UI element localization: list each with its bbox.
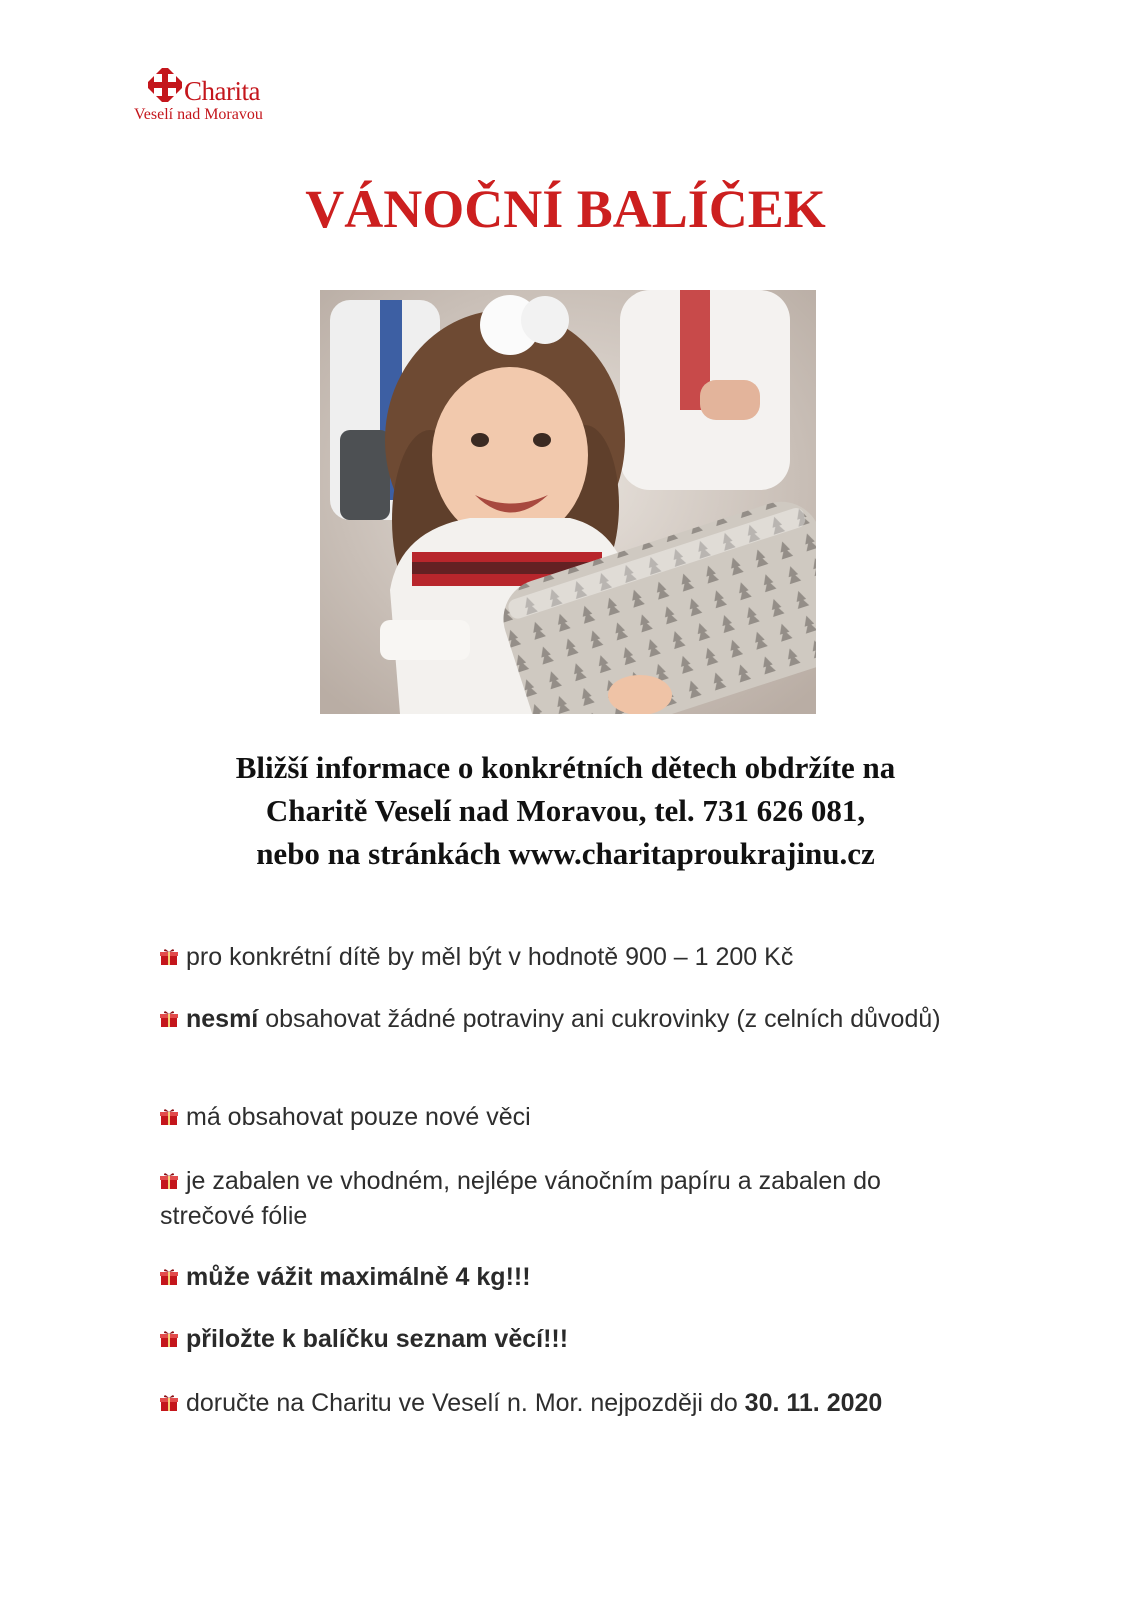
gift-icon xyxy=(160,948,178,966)
gift-icon xyxy=(160,1172,178,1190)
info-line: Charitě Veselí nad Moravou, tel. 731 626 081, xyxy=(265,793,866,828)
bullet-bold: nesmí xyxy=(186,1005,259,1033)
gift-icon xyxy=(160,1010,178,1028)
child-with-gift-photo xyxy=(320,290,816,714)
info-line: nebo na stránkách www.charitaproukrajinu.cz xyxy=(256,836,875,871)
list-item-new-items xyxy=(160,1100,980,1135)
bullet-text: je zabalen ve vhodném, nejlépe vánočním papíru a zabalen do strečové fólie xyxy=(160,1167,881,1230)
delivery-date: 30. 11. 2020 xyxy=(744,1389,883,1417)
bullet-text: má obsahovat pouze nové věci xyxy=(186,1103,531,1131)
bullet-text: pro konkrétní dítě by měl být v hodnotě 900 – 1 200 Kč xyxy=(186,943,794,971)
gift-icon xyxy=(160,1268,178,1286)
bullet-bold: může vážit maximálně 4 kg!!! xyxy=(186,1263,531,1291)
bullet-bold: přiložte k balíčku seznam věcí!!! xyxy=(186,1325,569,1353)
list-item-item-list xyxy=(160,1322,980,1357)
list-item-delivery xyxy=(160,1386,980,1421)
gift-icon xyxy=(160,1330,178,1348)
bullet-text: doručte na Charitu ve Veselí n. Mor. nejpozději do xyxy=(186,1389,745,1417)
list-item-weight xyxy=(160,1260,980,1295)
logo-subtitle: Veselí nad Moravou xyxy=(134,106,263,123)
charita-logo xyxy=(134,64,294,128)
list-item-wrapping xyxy=(160,1164,980,1234)
charita-cross-icon xyxy=(148,68,182,102)
bullet-text: obsahovat žádné potraviny ani cukrovinky (z celních důvodů) xyxy=(258,1005,941,1033)
gift-icon xyxy=(160,1108,178,1126)
info-line: Bližší informace o konkrétních dětech obdržíte na xyxy=(235,750,896,785)
gift-icon xyxy=(160,1394,178,1412)
page-title: VÁNOČNÍ BALÍČEK xyxy=(305,179,826,239)
list-item-value xyxy=(160,940,980,975)
info-block xyxy=(0,746,1131,875)
list-item-food xyxy=(160,1002,980,1037)
logo-name: Charita xyxy=(184,76,260,106)
